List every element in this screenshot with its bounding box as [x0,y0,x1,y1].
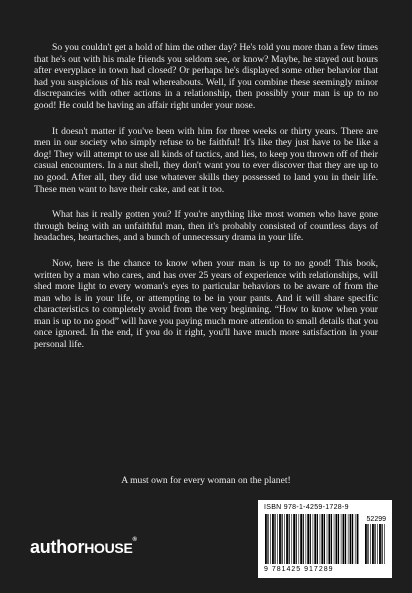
blurb-paragraph-4: Now, here is the chance to know when your man is up to no good! This book, written by a man who cares, and has over 25 years of experience with relationships, will shed more light to every woman's eyes to particular behaviors to be aware of from the man who is in your life, or attempting to be in your pants. And it will share specific characteristics to completely avoid from the very beginning. “How to know when your man is up to no good” will have you paying much more attention to small details that you once ignored. In the end, if you do it right, you'll have much more satisfaction in your personal life. [34,257,378,351]
addon-barcode [364,524,386,564]
barcode-panel [258,500,392,578]
publisher-logo [30,537,137,558]
price-code: 52299 [366,516,386,523]
barcode-digits: 9 781425 917289 [264,566,334,573]
isbn-label: ISBN 978-1-4259-1728-9 [264,504,349,511]
blurb [34,42,378,365]
registered-mark: ® [132,537,137,543]
ean-barcode [264,514,360,564]
tagline: A must own for every woman on the planet! [121,475,291,486]
blurb-paragraph-3: What has it really gotten you? If you're anything like most women who have gone through being with an unfaithful man, then it's probably consisted of countless days of headaches, heartaches, and a bunch of unnecessary drama in your life. [34,209,378,244]
logo-house-text: HOUSE [84,540,133,556]
blurb-paragraph-2: It doesn't matter if you've been with him for three weeks or thirty years. There are men in our society who simply refuse to be faithful! It's like they just have to be like a dog! They will attempt to use all kinds of tactics, and lies, to keep you thrown off of their casual encounters. In a nut shell, they don't want you to ever discover that they are up to no good. After all, they did use whatever skills they possessed to land you in their life. These men want to have their cake, and eat it too. [34,125,378,195]
blurb-paragraph-1: So you couldn't get a hold of him the other day? He's told you more than a few times that he's out with his male friends you seldom see, or know? Maybe, he stayed out hours after everyplace in town had closed? Or perhaps he's displayed some other behavior that had you suspicious of his real whereabouts. Well, if you combine these seemingly minor discrepancies with other actions in a relationship, then possibly your man is up to no good! He could be having an affair right under your nose. [34,42,378,111]
logo-author-text: author [30,537,85,557]
